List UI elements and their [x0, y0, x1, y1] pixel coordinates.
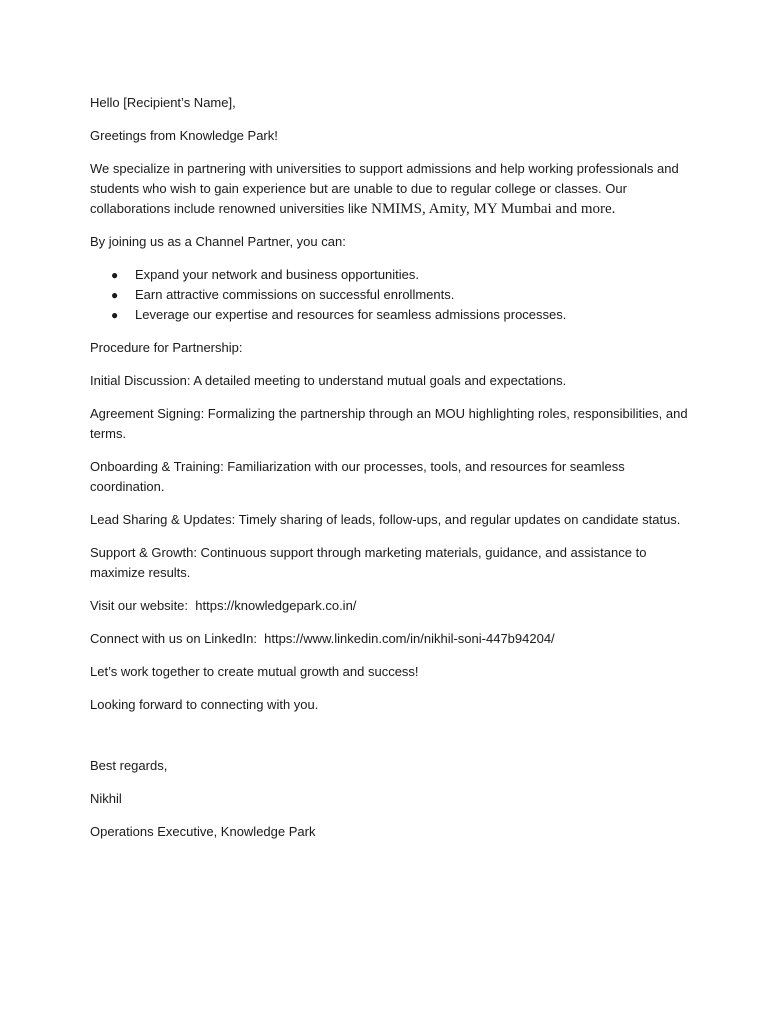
spacer [90, 728, 690, 756]
universities-list: NMIMS, Amity, MY Mumbai and more. [371, 201, 616, 217]
step-initial-discussion: Initial Discussion: A detailed meeting to understand mutual goals and expectations. [90, 373, 567, 388]
list-item [90, 305, 690, 325]
benefits-list [90, 265, 690, 325]
step-support-growth: Support & Growth: Continuous support through marketing materials, guidance, and assistance to maximize results. [90, 545, 647, 580]
website-link[interactable]: https://knowledgepark.co.in/ [195, 598, 357, 613]
bullet-icon: ● [111, 308, 119, 322]
sender-name: Nikhil [90, 791, 122, 806]
sign-off: Best regards, [90, 758, 168, 773]
list-item [90, 265, 690, 285]
benefit-text: Earn attractive commissions on successful enrollments. [135, 287, 455, 302]
step-lead-sharing: Lead Sharing & Updates: Timely sharing of leads, follow-ups, and regular updates on candidate status. [90, 512, 681, 527]
step-onboarding-training: Onboarding & Training: Familiarization with our processes, tools, and resources for seamless coordination. [90, 459, 625, 494]
benefit-text: Expand your network and business opportunities. [135, 267, 420, 282]
sender-title: Operations Executive, Knowledge Park [90, 824, 316, 839]
linkedin-line [90, 629, 690, 649]
list-item [90, 285, 690, 305]
benefit-text: Leverage our expertise and resources for seamless admissions processes. [135, 307, 567, 322]
step-agreement-signing: Agreement Signing: Formalizing the partnership through an MOU highlighting roles, responsibilities, and terms. [90, 406, 688, 441]
website-line [90, 596, 690, 616]
join-line: By joining us as a Channel Partner, you can: [90, 234, 346, 249]
salutation: Hello [Recipient’s Name], [90, 95, 236, 110]
intro-text: We specialize in partnering with universities to support admissions and help working professionals and students who wish to gain experience but are unable to due to regular college or classes. Our collaborations include renowned universities like [90, 161, 679, 216]
closing-line-growth: Let’s work together to create mutual growth and success! [90, 664, 419, 679]
intro-paragraph [90, 159, 690, 219]
greeting: Greetings from Knowledge Park! [90, 128, 278, 143]
linkedin-label: Connect with us on LinkedIn: [90, 631, 265, 646]
procedure-heading: Procedure for Partnership: [90, 340, 243, 355]
linkedin-link[interactable]: https://www.linkedin.com/in/nikhil-soni-447b94204/ [264, 631, 555, 646]
bullet-icon: ● [111, 268, 119, 282]
closing-line-connecting: Looking forward to connecting with you. [90, 697, 319, 712]
letter-body [90, 93, 690, 855]
bullet-icon: ● [111, 288, 119, 302]
website-label: Visit our website: [90, 598, 196, 613]
